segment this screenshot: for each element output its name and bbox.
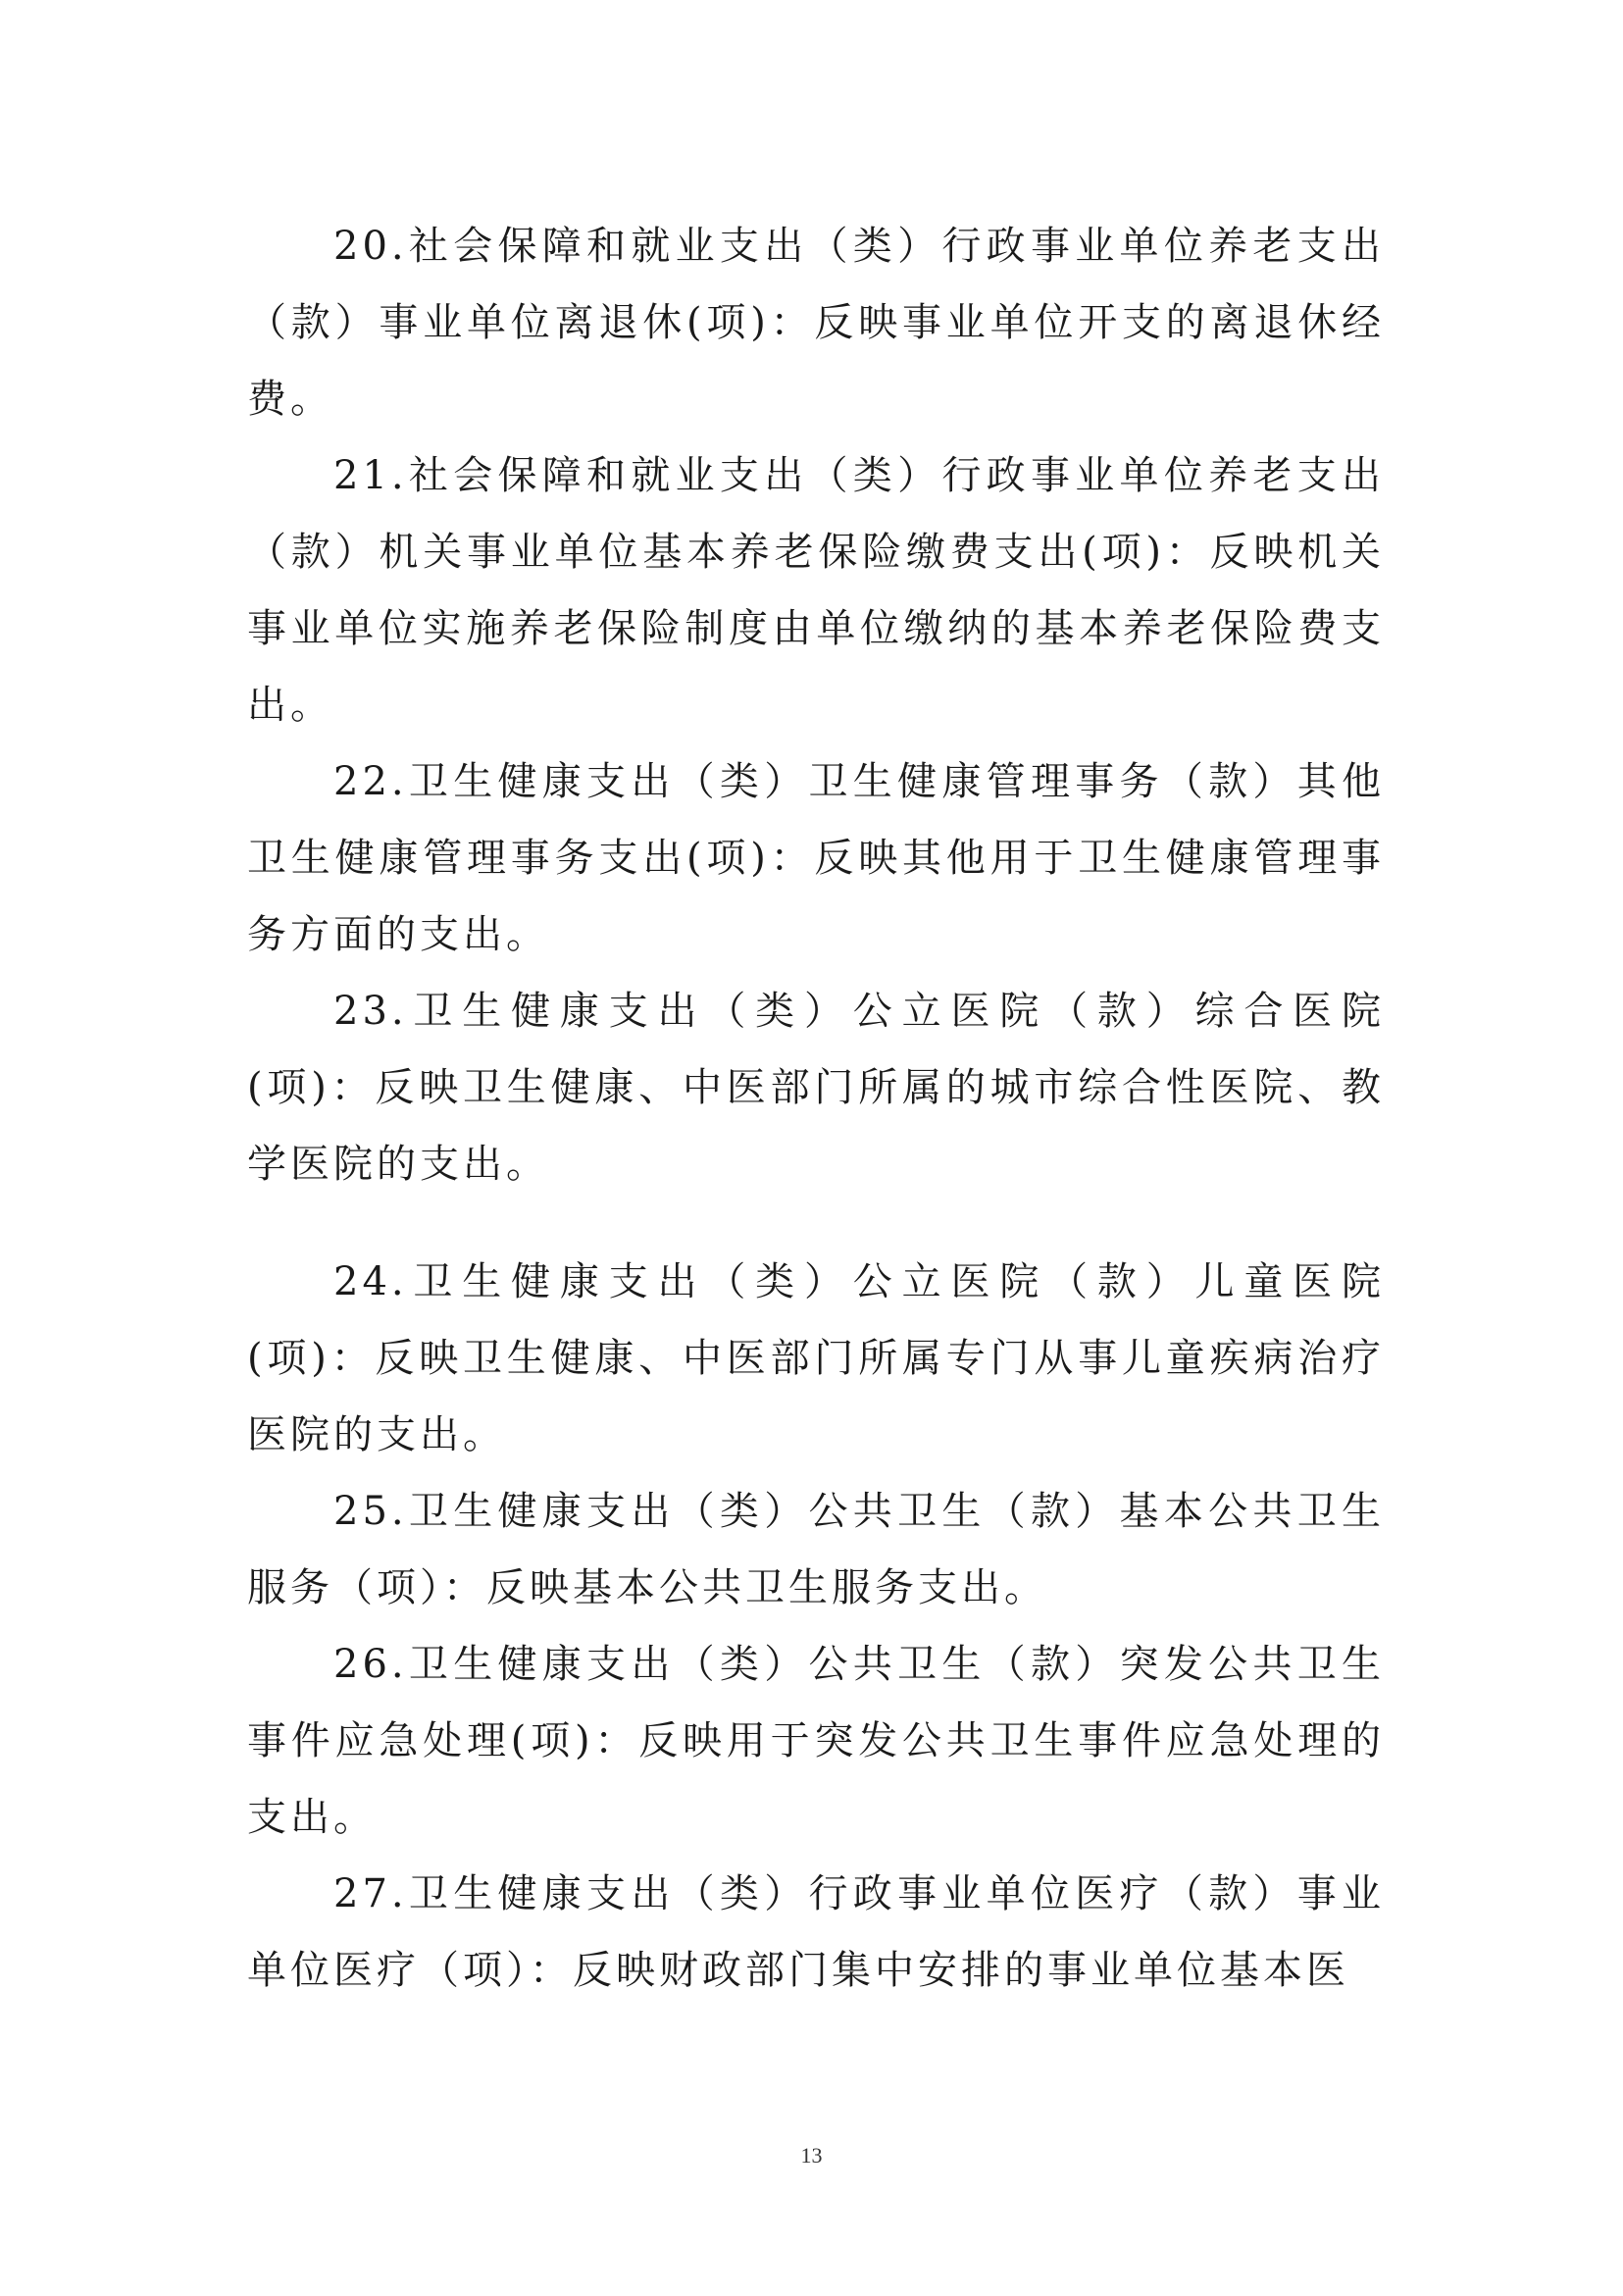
paragraph-item-24: 24.卫生健康支出（类）公立医院（款）儿童医院(项)：反映卫生健康、中医部门所属专门从事儿童疾病治疗医院的支出。 — [247, 1259, 1385, 1457]
paragraph-item-20: 20.社会保障和就业支出（类）行政事业单位养老支出（款）事业单位离退休(项)：反映事业单位开支的离退休经费。 — [247, 224, 1385, 422]
page-number: 13 — [800, 2143, 823, 2168]
paragraph-item-23: 23.卫生健康支出（类）公立医院（款）综合医院(项)：反映卫生健康、中医部门所属的城市综合性医院、教学医院的支出。 — [247, 989, 1385, 1187]
paragraph-item-25: 25.卫生健康支出（类）公共卫生（款）基本公共卫生服务（项）：反映基本公共卫生服务支出。 — [247, 1489, 1385, 1610]
paragraph-item-27: 27.卫生健康支出（类）行政事业单位医疗（款）事业单位医疗（项）：反映财政部门集中安排的事业单位基本医 — [247, 1871, 1385, 1993]
paragraph-item-26: 26.卫生健康支出（类）公共卫生（款）突发公共卫生事件应急处理(项)：反映用于突发公共卫生事件应急处理的支出。 — [247, 1642, 1385, 1840]
paragraph-item-21: 21.社会保障和就业支出（类）行政事业单位养老支出（款）机关事业单位基本养老保险缴费支出(项)：反映机关事业单位实施养老保险制度由单位缴纳的基本养老保险费支出。 — [247, 453, 1385, 728]
document-body — [247, 208, 1385, 2009]
paragraph-item-22: 22.卫生健康支出（类）卫生健康管理事务（款）其他卫生健康管理事务支出(项)：反映其他用于卫生健康管理事务方面的支出。 — [247, 759, 1385, 957]
